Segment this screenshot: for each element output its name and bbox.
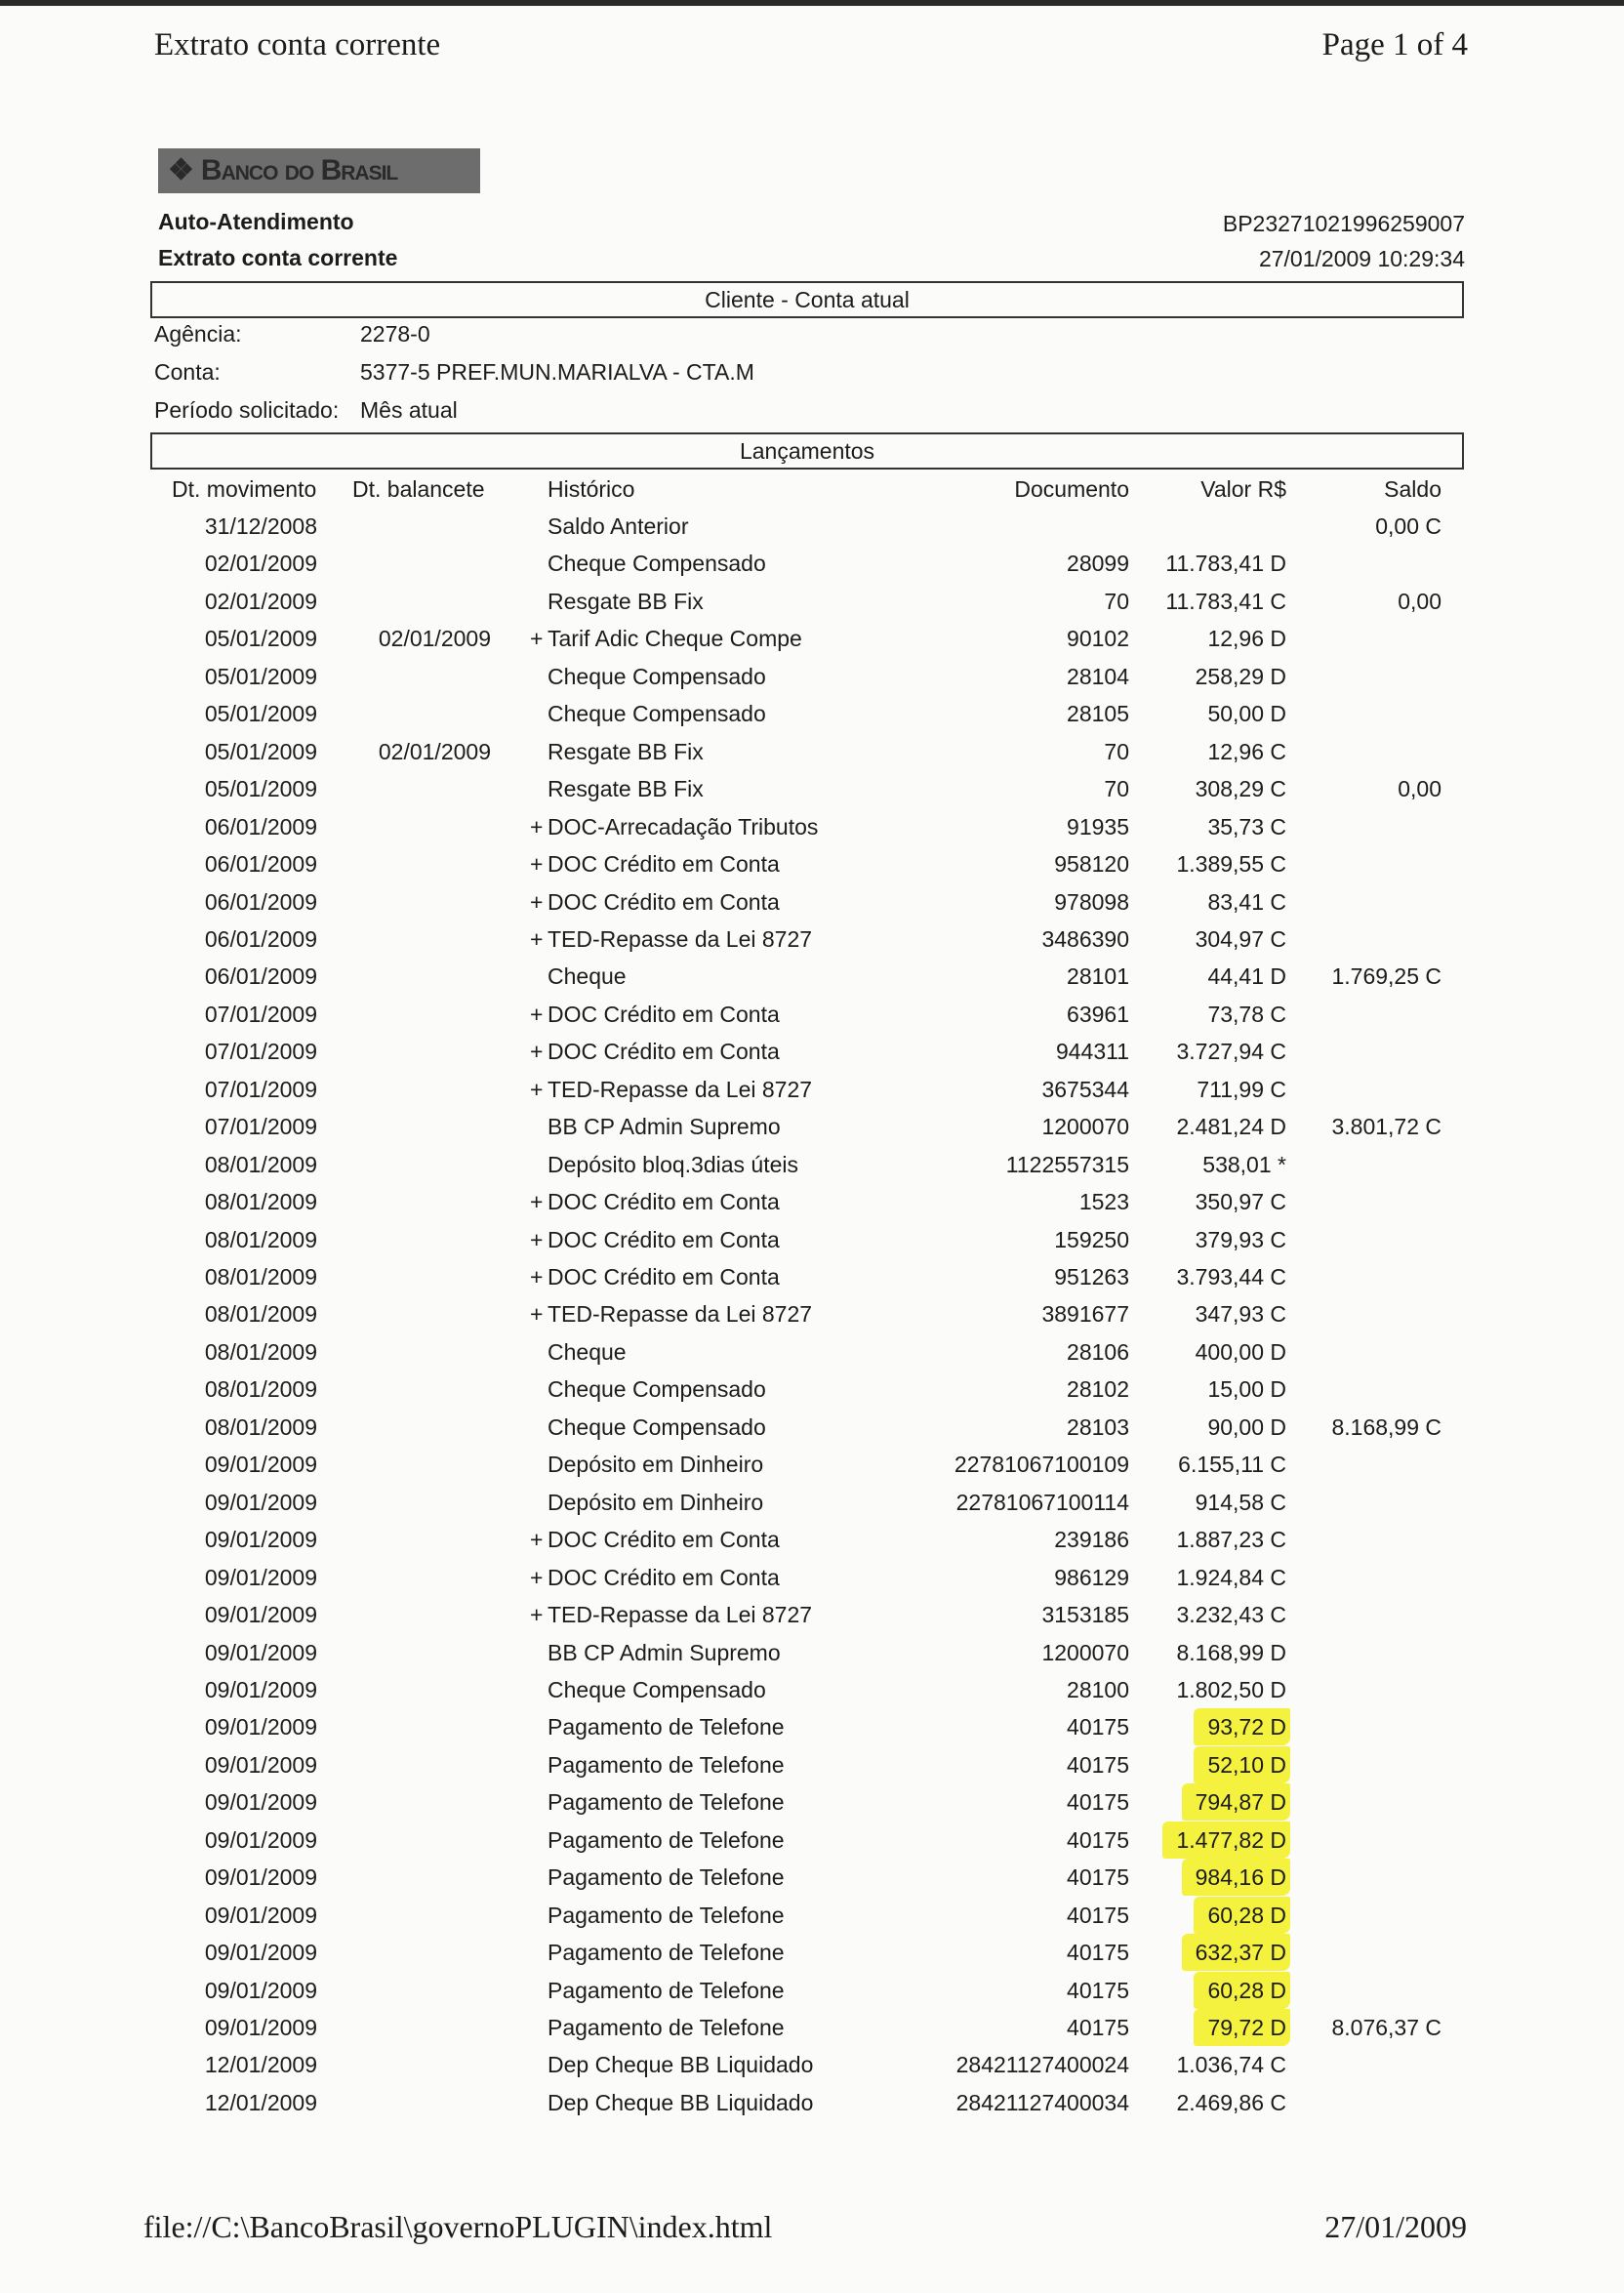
cell-dt-movimento: 05/01/2009 (204, 626, 317, 652)
cell-saldo: 1.769,25 C (1331, 963, 1441, 990)
cell-historico: DOC Crédito em Conta (548, 1264, 780, 1290)
section-cliente-header: Cliente - Conta atual (150, 281, 1464, 318)
cell-dt-movimento: 07/01/2009 (204, 1076, 317, 1102)
cell-valor: 794,87 D (1182, 1783, 1290, 1821)
cell-dt-movimento: 31/12/2008 (204, 513, 317, 539)
cell-dt-movimento: 08/01/2009 (204, 1226, 317, 1252)
cell-historico: Saldo Anterior (548, 513, 689, 539)
table-row (0, 1972, 1624, 2009)
cell-valor: 304,97 C (1195, 925, 1286, 952)
table-row (0, 508, 1624, 545)
table-row (0, 1146, 1624, 1183)
cell-dt-movimento: 09/01/2009 (204, 1527, 317, 1553)
cell-valor: 3.232,43 C (1176, 1602, 1286, 1628)
document-title: Extrato conta corrente (154, 27, 441, 62)
table-row (0, 2009, 1624, 2046)
cell-documento: 28106 (1067, 1338, 1129, 1365)
table-row (0, 733, 1624, 770)
cell-valor: 1.924,84 C (1176, 1564, 1286, 1590)
cell-documento: 22781067100109 (954, 1452, 1129, 1478)
cell-plus-marker: + (530, 813, 544, 839)
cell-dt-movimento: 08/01/2009 (204, 1189, 317, 1215)
cell-dt-movimento: 09/01/2009 (204, 1564, 317, 1590)
cell-documento: 28101 (1067, 963, 1129, 990)
col-historico: Histórico (548, 476, 635, 502)
statement-datetime: 27/01/2009 10:29:34 (1258, 246, 1465, 271)
cell-historico: Cheque (548, 1338, 627, 1365)
cell-documento: 951263 (1054, 1264, 1129, 1290)
cell-dt-movimento: 06/01/2009 (204, 851, 317, 878)
cell-documento: 986129 (1054, 1564, 1129, 1590)
table-row (0, 1108, 1624, 1145)
cell-documento: 28421127400034 (955, 2089, 1129, 2115)
footer-url: file://C:\BancoBrasil\governoPLUGIN\index.html (143, 2209, 773, 2244)
cell-valor: 44,41 D (1207, 963, 1286, 990)
table-row (0, 1295, 1624, 1332)
cell-historico: Pagamento de Telefone (548, 1751, 785, 1778)
cell-plus-marker: + (530, 888, 544, 915)
cell-historico: Cheque (548, 963, 627, 990)
statement-label: Extrato conta corrente (158, 245, 398, 270)
table-row (0, 1783, 1624, 1821)
cell-dt-movimento: 02/01/2009 (204, 551, 317, 577)
cell-plus-marker: + (530, 1189, 544, 1215)
cell-valor: 914,58 C (1195, 1489, 1286, 1515)
cell-documento: 63961 (1067, 1001, 1129, 1027)
cell-historico: DOC Crédito em Conta (548, 1001, 780, 1027)
conta-label: Conta: (154, 359, 221, 385)
table-row (0, 583, 1624, 620)
table-row (0, 2046, 1624, 2083)
banco-do-brasil-logo (158, 148, 480, 193)
cell-dt-movimento: 08/01/2009 (204, 1413, 317, 1440)
table-row (0, 1258, 1624, 1295)
cell-historico: Resgate BB Fix (548, 738, 704, 764)
cell-documento: 70 (1104, 588, 1129, 614)
cell-valor: 1.802,50 D (1176, 1676, 1286, 1702)
col-dt-movimento: Dt. movimento (172, 476, 317, 502)
cell-historico: Pagamento de Telefone (548, 1902, 785, 1928)
cell-documento: 28100 (1067, 1676, 1129, 1702)
cell-valor: 11.783,41 D (1165, 551, 1286, 577)
cell-valor: 350,97 C (1195, 1189, 1286, 1215)
cell-historico: TED-Repasse da Lei 8727 (548, 1602, 813, 1628)
cell-documento: 1200070 (1041, 1114, 1129, 1140)
conta-value: 5377-5 PREF.MUN.MARIALVA - CTA.M (360, 359, 754, 385)
cell-valor: 3.793,44 C (1176, 1264, 1286, 1290)
cell-historico: Dep Cheque BB Liquidado (548, 2089, 814, 2115)
cell-documento: 1122557315 (1005, 1151, 1129, 1177)
cell-valor: 1.036,74 C (1176, 2052, 1286, 2078)
cell-dt-movimento: 07/01/2009 (204, 1039, 317, 1065)
cell-documento: 28099 (1067, 551, 1129, 577)
cell-dt-movimento: 06/01/2009 (204, 888, 317, 915)
table-row (0, 883, 1624, 921)
page-number: Page 1 of 4 (1321, 27, 1468, 62)
col-dt-balancete: Dt. balancete (352, 476, 485, 502)
cell-valor: 3.727,94 C (1176, 1039, 1286, 1065)
col-valor: Valor R$ (1200, 476, 1286, 502)
table-row (0, 1822, 1624, 1859)
cell-valor: 12,96 D (1207, 626, 1286, 652)
cell-dt-movimento: 12/01/2009 (204, 2089, 317, 2115)
cell-documento: 91935 (1067, 813, 1129, 839)
cell-dt-movimento: 09/01/2009 (204, 1452, 317, 1478)
cell-valor: 258,29 D (1195, 663, 1286, 689)
cell-dt-movimento: 08/01/2009 (204, 1338, 317, 1365)
cell-historico: Dep Cheque BB Liquidado (548, 2052, 814, 2078)
cell-valor: 15,00 D (1207, 1376, 1286, 1403)
cell-dt-movimento: 09/01/2009 (204, 1676, 317, 1702)
table-row (0, 1071, 1624, 1108)
table-row (0, 958, 1624, 995)
cell-documento: 1200070 (1041, 1639, 1129, 1665)
cell-documento: 40175 (1067, 1864, 1129, 1891)
cell-plus-marker: + (530, 1076, 544, 1102)
cell-documento: 40175 (1067, 1789, 1129, 1816)
cell-valor: 90,00 D (1207, 1413, 1286, 1440)
cell-historico: Cheque Compensado (548, 701, 766, 727)
cell-documento: 40175 (1067, 1826, 1129, 1853)
cell-historico: Depósito bloq.3dias úteis (548, 1151, 798, 1177)
cell-dt-movimento: 09/01/2009 (204, 1902, 317, 1928)
cell-dt-movimento: 09/01/2009 (204, 2015, 317, 2040)
cell-valor: 2.469,86 C (1176, 2089, 1286, 2115)
cell-historico: Cheque Compensado (548, 551, 766, 577)
cell-historico: DOC Crédito em Conta (548, 1039, 780, 1065)
cell-historico: TED-Repasse da Lei 8727 (548, 1076, 813, 1102)
table-row (0, 1333, 1624, 1371)
cell-documento: 3153185 (1041, 1602, 1129, 1628)
cell-documento: 239186 (1054, 1527, 1129, 1553)
table-row (0, 1221, 1624, 1258)
table-row (0, 1596, 1624, 1633)
cell-historico: Cheque Compensado (548, 663, 766, 689)
cell-saldo: 0,00 C (1375, 513, 1441, 539)
table-row (0, 620, 1624, 657)
cell-historico: Resgate BB Fix (548, 776, 704, 802)
table-row (0, 1634, 1624, 1671)
cell-historico: Cheque Compensado (548, 1376, 766, 1403)
cell-plus-marker: + (530, 1564, 544, 1590)
table-row (0, 1746, 1624, 1783)
cell-documento: 978098 (1054, 888, 1129, 915)
cell-documento: 28102 (1067, 1376, 1129, 1403)
cell-historico: Pagamento de Telefone (548, 1789, 785, 1816)
footer-date: 27/01/2009 (1324, 2209, 1467, 2244)
table-row (0, 1484, 1624, 1521)
periodo-label: Período solicitado: (154, 397, 340, 423)
cell-documento: 22781067100114 (955, 1489, 1129, 1515)
cell-historico: Resgate BB Fix (548, 588, 704, 614)
table-row (0, 1897, 1624, 1934)
cell-dt-balancete: 02/01/2009 (378, 738, 491, 764)
cell-historico: DOC Crédito em Conta (548, 1527, 780, 1553)
cell-historico: DOC-Arrecadação Tributos (548, 813, 819, 839)
cell-dt-movimento: 12/01/2009 (204, 2052, 317, 2078)
cell-plus-marker: + (530, 1527, 544, 1553)
cell-valor: 984,16 D (1182, 1859, 1290, 1896)
col-saldo: Saldo (1384, 476, 1441, 502)
cell-documento: 70 (1104, 738, 1129, 764)
table-row (0, 545, 1624, 582)
table-row (0, 1559, 1624, 1596)
cell-documento: 70 (1104, 776, 1129, 802)
cell-dt-movimento: 09/01/2009 (204, 1489, 317, 1515)
cell-dt-movimento: 09/01/2009 (204, 1940, 317, 1966)
cell-plus-marker: + (530, 1226, 544, 1252)
cell-dt-movimento: 09/01/2009 (204, 1751, 317, 1778)
cell-dt-movimento: 05/01/2009 (204, 663, 317, 689)
table-row (0, 695, 1624, 732)
cell-documento: 28421127400024 (955, 2052, 1129, 2078)
cell-valor: 52,10 D (1194, 1746, 1290, 1783)
service-label: Auto-Atendimento (158, 209, 354, 234)
cell-dt-movimento: 08/01/2009 (204, 1301, 317, 1328)
cell-valor: 8.168,99 D (1176, 1639, 1286, 1665)
cell-documento: 40175 (1067, 1751, 1129, 1778)
cell-valor: 83,41 C (1207, 888, 1286, 915)
cell-documento: 40175 (1067, 1714, 1129, 1740)
cell-historico: DOC Crédito em Conta (548, 1226, 780, 1252)
cell-valor: 1.389,55 C (1176, 851, 1286, 878)
cell-saldo: 8.076,37 C (1331, 2015, 1441, 2040)
table-row (0, 1859, 1624, 1896)
cell-documento: 28104 (1067, 663, 1129, 689)
cell-dt-movimento: 02/01/2009 (204, 588, 317, 614)
cell-documento: 28105 (1067, 701, 1129, 727)
cell-dt-movimento: 05/01/2009 (204, 776, 317, 802)
logo-text: Banco do Brasil (200, 154, 398, 186)
cell-historico: Pagamento de Telefone (548, 1826, 785, 1853)
cell-dt-movimento: 09/01/2009 (204, 1602, 317, 1628)
cell-valor: 347,93 C (1195, 1301, 1286, 1328)
table-row (0, 1708, 1624, 1745)
cell-valor: 35,73 C (1207, 813, 1286, 839)
cell-historico: BB CP Admin Supremo (548, 1639, 781, 1665)
cell-dt-movimento: 07/01/2009 (204, 1114, 317, 1140)
cell-documento: 40175 (1067, 2015, 1129, 2040)
cell-historico: Cheque Compensado (548, 1676, 766, 1702)
cell-valor: 73,78 C (1207, 1001, 1286, 1027)
cell-dt-movimento: 09/01/2009 (204, 1714, 317, 1740)
table-row (0, 1521, 1624, 1558)
statement-code: BP23271021996259007 (1222, 211, 1465, 236)
cell-dt-balancete: 02/01/2009 (378, 626, 491, 652)
cell-valor: 632,37 D (1182, 1934, 1290, 1971)
cell-saldo: 0,00 (1398, 588, 1441, 614)
cell-dt-movimento: 09/01/2009 (204, 1864, 317, 1891)
cell-historico: Tarif Adic Cheque Compe (548, 626, 802, 652)
cell-valor: 60,28 D (1194, 1897, 1290, 1934)
cell-historico: BB CP Admin Supremo (548, 1114, 781, 1140)
cell-plus-marker: + (530, 1602, 544, 1628)
cell-plus-marker: + (530, 1039, 544, 1065)
agencia-value: 2278-0 (360, 321, 430, 347)
cell-plus-marker: + (530, 1264, 544, 1290)
cell-historico: Pagamento de Telefone (548, 1864, 785, 1891)
cell-plus-marker: + (530, 851, 544, 878)
col-documento: Documento (1014, 476, 1129, 502)
section-lancamentos-header: Lançamentos (150, 432, 1464, 470)
cell-valor: 50,00 D (1207, 701, 1286, 727)
cell-valor: 400,00 D (1195, 1338, 1286, 1365)
cell-plus-marker: + (530, 626, 544, 652)
table-row (0, 2084, 1624, 2121)
cell-plus-marker: + (530, 1301, 544, 1328)
cell-valor: 379,93 C (1195, 1226, 1286, 1252)
periodo-value: Mês atual (360, 397, 458, 423)
cell-dt-movimento: 06/01/2009 (204, 813, 317, 839)
cell-documento: 90102 (1067, 626, 1129, 652)
cell-documento: 28103 (1067, 1413, 1129, 1440)
cell-documento: 958120 (1054, 851, 1129, 878)
cell-valor: 711,99 C (1197, 1076, 1286, 1102)
table-header (0, 471, 1624, 508)
table-row (0, 996, 1624, 1033)
cell-historico: Pagamento de Telefone (548, 2015, 785, 2040)
cell-historico: Cheque Compensado (548, 1413, 766, 1440)
table-row (0, 770, 1624, 807)
cell-documento: 40175 (1067, 1940, 1129, 1966)
cell-plus-marker: + (530, 925, 544, 952)
cell-documento: 3891677 (1041, 1301, 1129, 1328)
cell-historico: Pagamento de Telefone (548, 1940, 785, 1966)
cell-saldo: 0,00 (1398, 776, 1441, 802)
cell-dt-movimento: 08/01/2009 (204, 1151, 317, 1177)
table-row (0, 1671, 1624, 1708)
cell-valor: 11.783,41 C (1165, 588, 1286, 614)
cell-historico: TED-Repasse da Lei 8727 (548, 1301, 813, 1328)
cell-valor: 538,01 * (1202, 1151, 1286, 1177)
table-row (0, 1183, 1624, 1220)
table-row (0, 808, 1624, 845)
cell-documento: 159250 (1054, 1226, 1129, 1252)
table-row (0, 1409, 1624, 1446)
cell-valor: 308,29 C (1195, 776, 1286, 802)
cell-historico: DOC Crédito em Conta (548, 1189, 780, 1215)
cell-historico: Depósito em Dinheiro (548, 1452, 764, 1478)
table-row (0, 845, 1624, 882)
table-row (0, 1371, 1624, 1408)
cell-historico: Pagamento de Telefone (548, 1977, 785, 2003)
cell-documento: 40175 (1067, 1977, 1129, 2003)
cell-documento: 944311 (1055, 1039, 1129, 1065)
cell-documento: 40175 (1067, 1902, 1129, 1928)
table-row (0, 1934, 1624, 1971)
cell-saldo: 3.801,72 C (1331, 1114, 1441, 1140)
agencia-label: Agência: (154, 321, 242, 347)
cell-valor: 93,72 D (1194, 1708, 1290, 1745)
cell-valor: 79,72 D (1194, 2009, 1290, 2046)
bank-logo-icon: ❖ (168, 154, 193, 186)
scan-edge (0, 0, 1624, 6)
cell-dt-movimento: 09/01/2009 (204, 1789, 317, 1816)
cell-dt-movimento: 06/01/2009 (204, 963, 317, 990)
cell-dt-movimento: 09/01/2009 (204, 1639, 317, 1665)
cell-dt-movimento: 06/01/2009 (204, 925, 317, 952)
cell-historico: DOC Crédito em Conta (548, 851, 780, 878)
cell-dt-movimento: 09/01/2009 (204, 1826, 317, 1853)
cell-historico: Pagamento de Telefone (548, 1714, 785, 1740)
cell-saldo: 8.168,99 C (1331, 1413, 1441, 1440)
cell-historico: DOC Crédito em Conta (548, 1564, 780, 1590)
cell-valor: 60,28 D (1194, 1972, 1290, 2009)
cell-valor: 2.481,24 D (1176, 1114, 1286, 1140)
cell-dt-movimento: 08/01/2009 (204, 1376, 317, 1403)
cell-historico: DOC Crédito em Conta (548, 888, 780, 915)
cell-historico: TED-Repasse da Lei 8727 (548, 925, 813, 952)
cell-dt-movimento: 09/01/2009 (204, 1977, 317, 2003)
cell-valor: 1.477,82 D (1162, 1822, 1290, 1859)
cell-plus-marker: + (530, 1001, 544, 1027)
cell-historico: Depósito em Dinheiro (548, 1489, 764, 1515)
table-row (0, 658, 1624, 695)
table-row (0, 1033, 1624, 1070)
cell-dt-movimento: 08/01/2009 (204, 1264, 317, 1290)
cell-valor: 1.887,23 C (1176, 1527, 1286, 1553)
table-row (0, 921, 1624, 958)
cell-valor: 6.155,11 C (1178, 1452, 1286, 1478)
cell-documento: 3486390 (1041, 925, 1129, 952)
cell-dt-movimento: 05/01/2009 (204, 738, 317, 764)
cell-valor: 12,96 C (1207, 738, 1286, 764)
cell-documento: 1523 (1078, 1189, 1129, 1215)
cell-dt-movimento: 07/01/2009 (204, 1001, 317, 1027)
cell-dt-movimento: 05/01/2009 (204, 701, 317, 727)
cell-documento: 3675344 (1041, 1076, 1129, 1102)
table-row (0, 1446, 1624, 1483)
